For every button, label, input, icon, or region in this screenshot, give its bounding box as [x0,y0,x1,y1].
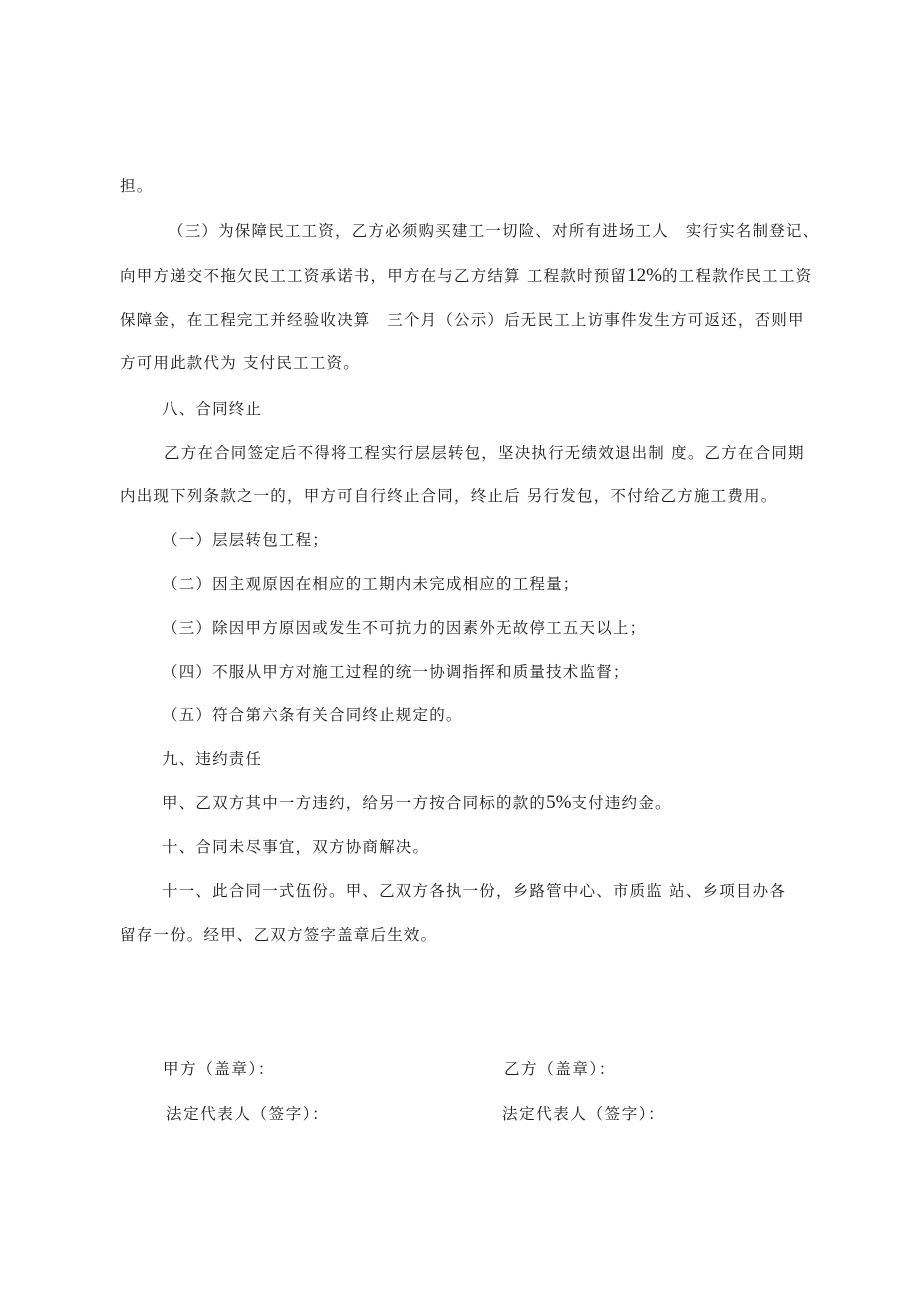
line-text: 十一、此合同一式伍份。甲、乙双方各执一份，乡路管中心、市质监 站、乡项目办各 [162,882,787,900]
line-text: 担。 [120,177,154,195]
line-text: （四）不服从甲方对施工过程的统一协调指挥和质量技术监督； [162,663,630,681]
party-a-seal-label: 甲方（盖章）： [163,1060,275,1078]
line-text: 支付违约金。 [571,794,672,812]
line-text: 留存一份。经甲、乙双方签字盖章后生效。 [120,926,438,944]
line-text: 甲、乙双方其中一方违约，给另一方按合同标的款的 [162,794,547,812]
paragraph-line [168,221,819,241]
paragraph-line [120,353,360,373]
section-heading [162,399,262,419]
line-text: 内出现下列条款之一的，甲方可自行终止合同，终止后 另行发包，不付给乙方施工费用。 [120,487,778,505]
paragraph-line [164,443,805,463]
heading-text: 九、违约责任 [162,750,263,768]
line-text: 的工程款作民工工资 [661,267,813,285]
heading-text: 十、合同未尽事宜，双方协商解决。 [162,838,430,856]
line-text: （三）为保障民工工资，乙方必须购买建工一切险、对所有进场工人 实行实名制登记、 [168,222,820,240]
line-text: 保障金，在工程完工并经验收决算 三个月（公示）后无民工上访事件发生方可返还，否则甲 [120,311,805,329]
list-item [162,705,463,725]
list-item [162,618,646,638]
line-text: （五）符合第六条有关合同终止规定的。 [162,706,463,724]
line-text: 向甲方递交不拖欠民工工资承诺书，甲方在与乙方结算 工程款时预留 [120,267,628,285]
paragraph-line [162,793,672,813]
paragraph-line [120,310,805,330]
party-b-representative-label: 法定代表人（签字）： [502,1105,666,1123]
party-a-representative-label: 法定代表人（签字）： [166,1105,330,1123]
line-text: （三）除因甲方原因或发生不可抗力的因素外无故停工五天以上； [162,619,647,637]
list-item [162,662,630,682]
list-item [162,574,580,594]
heading-text: 八、合同终止 [162,400,263,418]
line-text: （一）层层转包工程； [162,531,330,549]
line-text: 方可用此款代为 支付民工工资。 [120,354,360,372]
line-text: 乙方在合同签定后不得将工程实行层层转包，坚决执行无绩效退出制 度。乙方在合同期 [164,444,805,462]
paragraph-line [120,176,153,196]
list-item [162,530,329,550]
paragraph-line [162,881,786,901]
paragraph-line [120,266,812,286]
party-b-seal-label: 乙方（盖章）： [504,1060,616,1078]
line-text: （二）因主观原因在相应的工期内未完成相应的工程量； [162,575,580,593]
paragraph-line [120,486,777,506]
section-heading [162,749,262,769]
penalty-percentage: 5% [546,792,572,813]
paragraph-line [120,925,437,945]
retention-percentage: 12% [627,265,662,286]
section-heading [162,837,429,857]
